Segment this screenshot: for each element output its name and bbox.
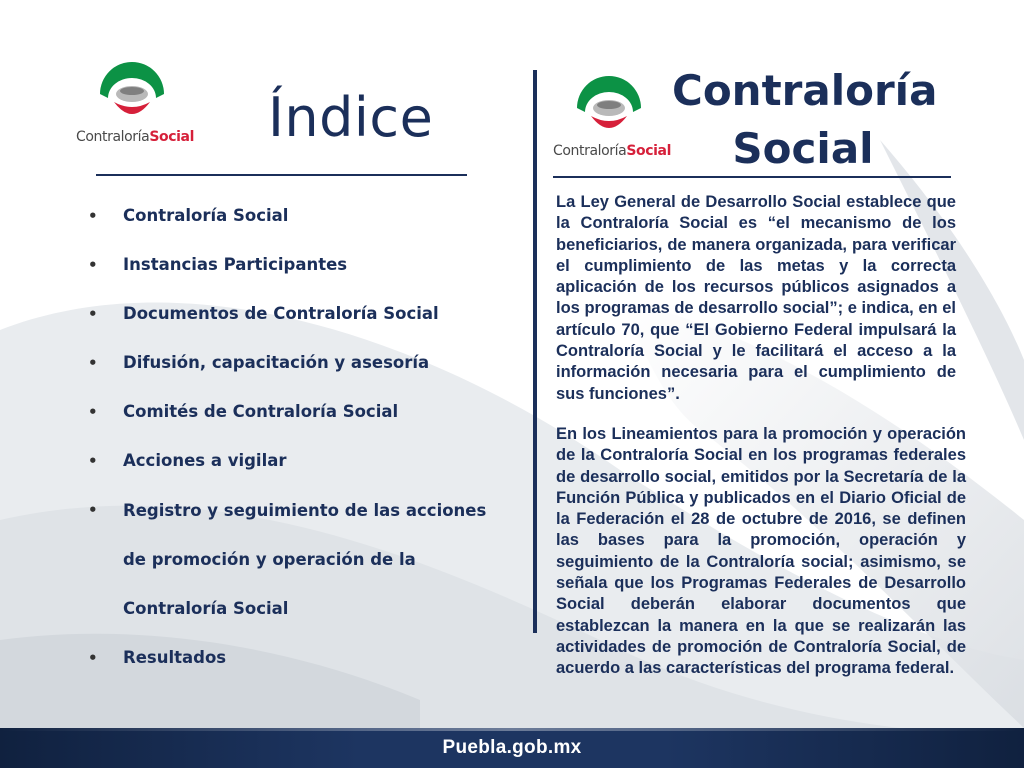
contraloria-social-logo-right bbox=[553, 72, 671, 162]
logo-wordmark: ContraloríaSocial bbox=[76, 129, 194, 145]
logo-wordmark: ContraloríaSocial bbox=[553, 143, 671, 159]
right-title-rule bbox=[553, 176, 951, 178]
index-item: • Resultados bbox=[88, 648, 508, 668]
index-item: • Difusión, capacitación y asesoría bbox=[88, 353, 508, 373]
index-item: • Contraloría Social bbox=[88, 206, 508, 226]
index-item: • Acciones a vigilar bbox=[88, 451, 508, 471]
index-title: Índice bbox=[268, 86, 434, 149]
section-title: Contraloría Social bbox=[672, 66, 938, 173]
paragraph-ley-general: La Ley General de Desarrollo Social establece que la Contraloría Social es “el mecanismo de los beneficiarios, de manera organizada, para verificar el cumplimiento de las metas y la correcta aplicación de los recursos públicos asignados a los programas de desarrollo social”; e indica, en el artículo 70, que “El Gobierno Federal impulsará la Contraloría Social y le facilitará el acceso a la información necesaria para el cumplimiento de sus funciones”. bbox=[556, 193, 956, 403]
paragraph-lineamientos: En los Lineamientos para la promoción y operación de la Contraloría Social en los programas federales de desarrollo social, emitidos por la Secretaría de la Función Pública y publicados en el Diario Oficial de la Federación el 28 de octubre de 2016, se definen las bases para la promoción, operación y seguimiento de la Contraloría social; asimismo, se señala que los Programas Federales de Desarrollo Social deberán elaborar documentos que establezcan la manera en la que se realizarán las actividades de promoción de Contraloría Social, de acuerdo a las características del programa federal. bbox=[556, 425, 966, 678]
footer-site[interactable]: Puebla.gob.mx bbox=[442, 737, 582, 758]
contraloria-social-logo-left bbox=[76, 58, 194, 148]
index-item: • Registro y seguimiento de las acciones de promoción y operación de la Contraloría Social bbox=[88, 486, 493, 633]
left-title-rule bbox=[96, 174, 467, 176]
logo-emblem-icon bbox=[76, 58, 188, 130]
index-item: • Instancias Participantes bbox=[88, 255, 508, 275]
index-item: • Comités de Contraloría Social bbox=[88, 402, 508, 422]
logo-emblem-icon bbox=[553, 72, 665, 144]
footer-highlight bbox=[0, 728, 1024, 731]
index-list bbox=[88, 206, 508, 697]
column-divider bbox=[533, 70, 537, 633]
index-item: • Documentos de Contraloría Social bbox=[88, 304, 508, 324]
